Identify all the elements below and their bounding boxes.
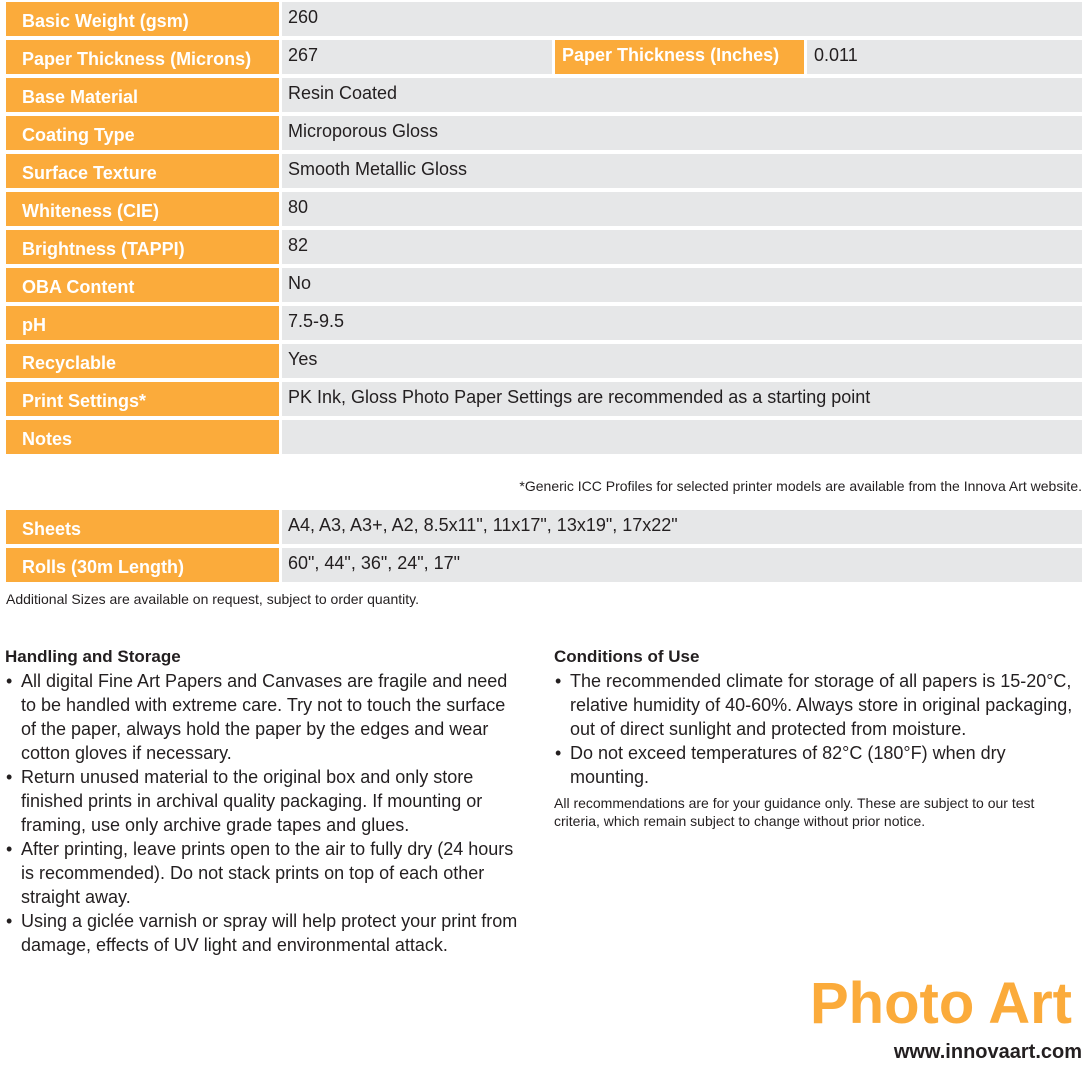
spec-label: Brightness (TAPPI): [6, 230, 279, 264]
conditions-list: [554, 669, 1074, 789]
conditions-section: [554, 647, 1074, 830]
list-item-text: Return unused material to the original box and only store finished prints in archival quality packaging. If mounting or framing, use only archive grade tapes and glues.: [21, 767, 483, 835]
spec-row-thickness: [6, 38, 1082, 76]
spec-row-ph: [6, 304, 1082, 342]
spec-label: Notes: [6, 420, 279, 454]
bullet-icon: •: [6, 839, 13, 859]
spec-row-whiteness: [6, 190, 1082, 228]
size-label: Rolls (30m Length): [6, 548, 279, 582]
spec-label: OBA Content: [6, 268, 279, 302]
handling-section: [5, 647, 525, 957]
spec-value: 267: [282, 40, 552, 74]
list-item: [5, 909, 525, 957]
size-value: 60", 44", 36", 24", 17": [282, 548, 1082, 582]
bullet-icon: •: [6, 911, 13, 931]
spec-label: Whiteness (CIE): [6, 192, 279, 226]
bullet-icon: •: [6, 671, 13, 691]
spec-value: [282, 420, 1082, 454]
list-item-text: After printing, leave prints open to the air to fully dry (24 hours is recommended). Do not stack prints on top of each other straight away.: [21, 839, 514, 907]
spec-value: Resin Coated: [282, 78, 1082, 112]
spec-value: Yes: [282, 344, 1082, 378]
list-item: [5, 837, 525, 909]
spec-value: 82: [282, 230, 1082, 264]
spec-value: No: [282, 268, 1082, 302]
spec-label: Base Material: [6, 78, 279, 112]
spec-label-inches: Paper Thickness (Inches): [555, 40, 804, 74]
website-url: www.innovaart.com: [893, 1041, 1082, 1063]
spec-row-base-material: [6, 76, 1082, 114]
size-label: Sheets: [6, 510, 279, 544]
spec-label: pH: [6, 306, 279, 340]
spec-row-notes: [6, 418, 1082, 456]
spec-value: Microporous Gloss: [282, 116, 1082, 150]
handling-title: Handling and Storage: [5, 647, 181, 666]
list-item-text: All digital Fine Art Papers and Canvases are fragile and need to be handled with extreme care. Try not to touch the surface of the paper, always hold the paper by the edges and wear cotton gloves if necessary.: [21, 671, 508, 763]
spec-value: PK Ink, Gloss Photo Paper Settings are recommended as a starting point: [282, 382, 1082, 416]
list-item-text: Do not exceed temperatures of 82°C (180°F) when dry mounting.: [570, 743, 1006, 787]
spec-row-recyclable: [6, 342, 1082, 380]
size-value: A4, A3, A3+, A2, 8.5x11", 11x17", 13x19", 17x22": [282, 510, 1082, 544]
additional-sizes-note: Additional Sizes are available on request, subject to order quantity.: [6, 591, 419, 607]
spec-label: Basic Weight (gsm): [6, 2, 279, 36]
spec-label: Surface Texture: [6, 154, 279, 188]
spec-value: Smooth Metallic Gloss: [282, 154, 1082, 188]
size-table: [6, 508, 1082, 584]
spec-row-coating: [6, 114, 1082, 152]
size-row-rolls: [6, 546, 1082, 584]
spec-row-surface: [6, 152, 1082, 190]
spec-row-weight: [6, 0, 1082, 38]
list-item: [5, 669, 525, 765]
spec-value: 260: [282, 2, 1082, 36]
spec-row-print-settings: [6, 380, 1082, 418]
guidance-note: All recommendations are for your guidance only. These are subject to our test criteria, which remain subject to change without prior notice.: [554, 795, 1035, 829]
spec-row-oba: [6, 266, 1082, 304]
list-item: [554, 669, 1074, 741]
size-row-sheets: [6, 508, 1082, 546]
list-item-text: Using a giclée varnish or spray will help protect your print from damage, effects of UV light and environmental attack.: [21, 911, 518, 955]
spec-row-brightness: [6, 228, 1082, 266]
spec-value-inches: 0.011: [807, 40, 1082, 74]
spec-label: Print Settings*: [6, 382, 279, 416]
spec-label: Coating Type: [6, 116, 279, 150]
list-item: [554, 741, 1074, 789]
brand-title: Photo Art: [809, 971, 1072, 1036]
list-item-text: The recommended climate for storage of all papers is 15-20°C, relative humidity of 40-60%. Always store in original packaging, out of direct sunlight and protected from moisture.: [570, 671, 1073, 739]
icc-profile-note: *Generic ICC Profiles for selected printer models are available from the Innova Art website.: [519, 478, 1082, 494]
conditions-title: Conditions of Use: [554, 647, 700, 666]
bullet-icon: •: [6, 767, 13, 787]
bullet-icon: •: [555, 743, 562, 763]
bullet-icon: •: [555, 671, 562, 691]
spec-label: Paper Thickness (Microns): [6, 40, 279, 74]
list-item: [5, 765, 525, 837]
spec-value: 80: [282, 192, 1082, 226]
spec-table: [6, 0, 1082, 456]
spec-value: 7.5-9.5: [282, 306, 1082, 340]
spec-label: Recyclable: [6, 344, 279, 378]
handling-list: [5, 669, 525, 957]
